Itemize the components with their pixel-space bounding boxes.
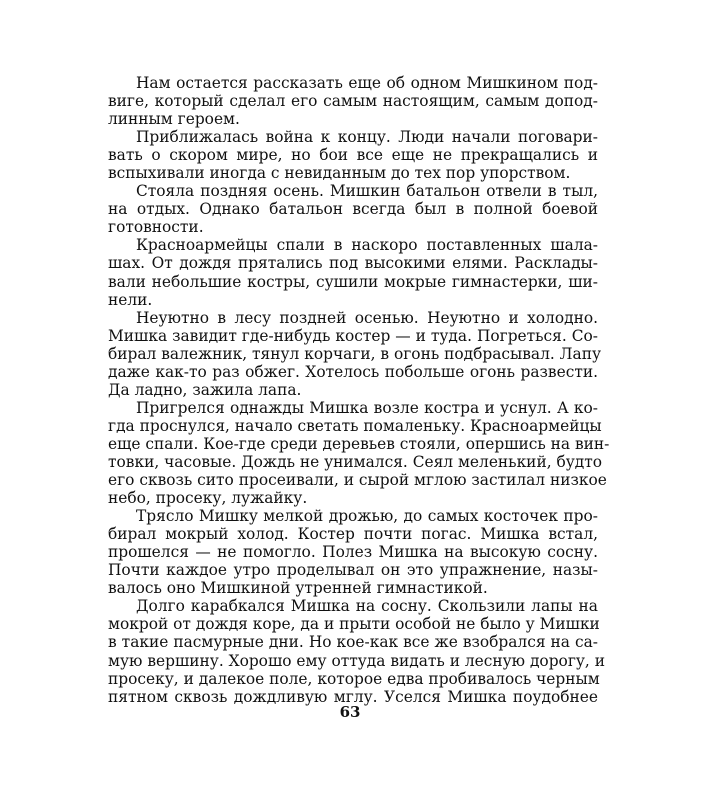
text-line: вспыхивали иногда с невиданным до тех пор упорством. bbox=[108, 164, 571, 183]
text-line: шах. От дождя прятались под высокими елями. Расклады- bbox=[108, 254, 598, 273]
text-line: мую вершину. Хорошо ему оттуда видать и лесную дорогу, и bbox=[108, 651, 605, 670]
text-line: виге, который сделал его самым настоящим, самым допод- bbox=[108, 92, 598, 111]
text-line: его сквозь сито просеивали, и сырой мглою застилал низкое bbox=[108, 471, 607, 490]
text-line: бирал мокрый холод. Костер почти погас. Мишка встал, bbox=[108, 525, 598, 544]
text-line: Пригрелся однажды Мишка возле костра и уснул. А ко- bbox=[136, 398, 598, 417]
text-line: Приближалась война к концу. Люди начали поговари- bbox=[136, 128, 598, 147]
text-line: вали небольшие костры, сушили мокрые гимнастерки, ши- bbox=[108, 272, 598, 291]
text-line: Нам остается рассказать еще об одном Мишкином под- bbox=[136, 74, 598, 92]
text-line: Трясло Мишку мелкой дрожью, до самых косточек про- bbox=[136, 507, 598, 526]
text-line: линным героем. bbox=[108, 110, 240, 129]
text-line: гда проснулся, начало светать помаленьку. Красноармейцы bbox=[108, 416, 602, 435]
text-line: Красноармейцы спали в наскоро поставленных шала- bbox=[136, 236, 598, 255]
text-line: небо, просеку, лужайку. bbox=[108, 489, 308, 508]
text-line: бирал валежник, тянул корчаги, в огонь подбрасывал. Лапу bbox=[108, 344, 602, 363]
text-line: Мишка завидит где-нибудь костер — и туда. Погреться. Со- bbox=[108, 326, 598, 345]
text-line: Долго карабкался Мишка на сосну. Скользили лапы на bbox=[136, 597, 598, 616]
text-line: товки, часовые. Дождь не унимался. Сеял меленький, будто bbox=[108, 452, 603, 471]
text-line: еще спали. Кое-где среди деревьев стояли, опершись на вин- bbox=[108, 434, 610, 453]
text-line: готовности. bbox=[108, 218, 204, 237]
page-number: 63 bbox=[339, 703, 361, 721]
text-line: нели. bbox=[108, 290, 153, 309]
text-line: в такие пасмурные дни. Но кое-как все же взобрался на са- bbox=[108, 633, 598, 652]
text-line: Да ладно, зажила лапа. bbox=[108, 380, 302, 399]
text-line: на отдых. Однако батальон всегда был в полной боевой bbox=[108, 200, 598, 219]
body-text bbox=[108, 74, 610, 706]
text-line: Стояла поздняя осень. Мишкин батальон отвели в тыл, bbox=[136, 182, 598, 201]
text-line: даже как-то раз обжег. Хотелось побольше огонь развести. bbox=[108, 362, 598, 381]
text-line: пятном сквозь дождливую мглу. Уселся Мишка поудобнее bbox=[108, 687, 598, 706]
text-line: Почти каждое утро проделывал он это упражнение, назы- bbox=[108, 561, 598, 580]
text-line: прошелся — не помогло. Полез Мишка на высокую сосну. bbox=[108, 543, 598, 562]
text-line: вать о скором мире, но бои все еще не прекращались и bbox=[108, 146, 598, 165]
text-line: мокрой от дождя коре, да и прыти особой не было у Мишки bbox=[108, 615, 600, 634]
text-line: валось оно Мишкиной утренней гимнастикой. bbox=[108, 579, 488, 598]
text-line: просеку, и далекое поле, которое едва пробивалось черным bbox=[108, 669, 600, 688]
text-line: Неуютно в лесу поздней осенью. Неуютно и холодно. bbox=[136, 308, 598, 327]
